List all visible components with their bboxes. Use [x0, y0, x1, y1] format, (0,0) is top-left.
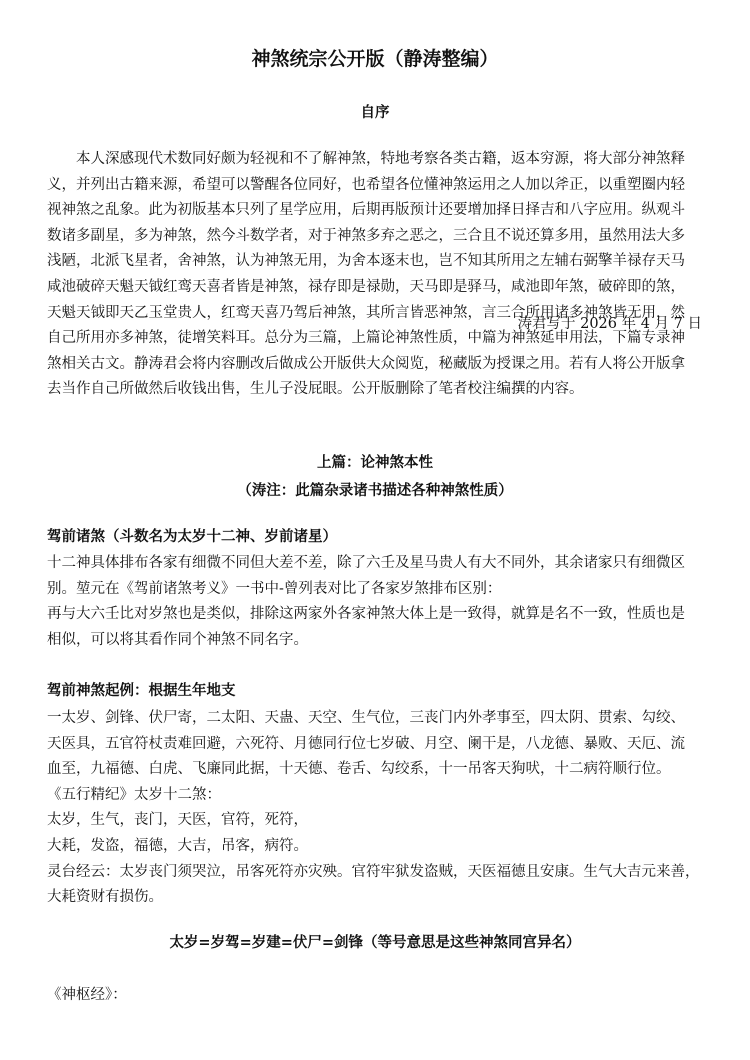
- section1-line: 再与大六壬比对岁煞也是类似，排除这两家外各家神煞大体上是一致得，就算是名不一致，性质也是: [47, 606, 685, 623]
- preface-line: 义，并列出古籍来源，希望可以警醒各位同好，也希望各位懂神煞运用之人加以斧正，以重塑圈内轻: [47, 176, 685, 193]
- preface-line: 天魁天钺即天乙玉堂贵人，红鸾天喜乃驾后神煞，其所言皆恶神煞，言三合所用诸多神煞皆无用，然: [47, 304, 685, 321]
- section2-line: 太岁，生气，丧门，天医，官符，死符，: [47, 812, 308, 829]
- section2-line: 天医具，五官符杖责难回避，六死符、月德同行位七岁破、月空、阑干是，八龙德、暴败、天厄、流: [47, 735, 685, 752]
- section1-heading: 驾前诸煞（斗数名为太岁十二神、岁前诸星）: [47, 529, 337, 545]
- equivalence-note: 太岁=岁驾=岁建=伏尸=剑锋（等号意思是这些神煞同宫异名）: [169, 935, 581, 951]
- preface-line: 去当作自己所做然后收钱出售，生儿子没屁眼。公开版删除了笔者校注编撰的内容。: [47, 381, 584, 398]
- section2-line: 灵台经云：太岁丧门须哭泣，吊客死符亦灾殃。官符牢狱发盗贼，天医福德且安康。生气大吉元来善，: [47, 863, 700, 880]
- section1-line: 相似，可以将其看作同个神煞不同名字。: [47, 631, 308, 648]
- section2-line: 大耗，发盗，福德，大吉，吊客，病符。: [47, 837, 308, 854]
- section2-line: 一太岁、剑锋、伏尸寄，二太阳、天蛊、天空、生气位，三丧门内外孝事至，四太阴、贯索、勾绞、: [47, 710, 685, 726]
- section2-body: [47, 706, 707, 911]
- section1-body: [47, 551, 707, 653]
- part1-note: （涛注：此篇杂录诸书描述各种神煞性质）: [237, 483, 513, 499]
- section2-line: 大耗资财有损伤。: [47, 889, 163, 906]
- preface-line: 自己所用亦多神煞，徒增笑料耳。总分为三篇，上篇论神煞性质，中篇为神煞延申用法，下篇专录神: [47, 330, 685, 347]
- preface-line: 本人深感现代术数同好颇为轻视和不了解神煞，特地考察各类古籍，返本穷源，将大部分神煞释: [76, 151, 685, 167]
- preface-line: 煞相关古文。静涛君会将内容删改后做成公开版供大众阅览，秘藏版为授课之用。若有人将公开版拿: [47, 355, 685, 372]
- preface-heading: 自序: [360, 105, 390, 121]
- section2-line: 血至，九福德、白虎、飞廉同此据，十天德、卷舌、勾绞系，十一吊客天狗吠，十二病符顺行位。: [47, 761, 671, 778]
- section2-heading: 驾前神煞起例：根据生年地支: [47, 683, 236, 699]
- preface-line: 咸池破碎天魁天钺红鸾天喜者皆是神煞，禄存即是禄勋，天马即是驿马，咸池即年煞，破碎即的煞，: [47, 278, 685, 295]
- preface-signature: 涛君写于 2026 年 4 月 7 日: [517, 316, 702, 332]
- section1-line: 十二神具体排布各家有细微不同但大差不差，除了六壬及星马贵人有大不同外，其余诸家只有细微区: [47, 555, 685, 571]
- preface-line: 浅陋，北派飞星者，舍神煞，认为神煞无用，为舍本逐末也，岂不知其所用之左辅右弼擎羊禄存天马: [47, 253, 685, 270]
- part1-heading: 上篇：论神煞本性: [317, 455, 433, 471]
- section1-line: 别。堃元在《驾前诸煞考义》一书中-曾列表对比了各家岁煞排布区别：: [47, 580, 502, 597]
- section2-line: 《五行精纪》太岁十二煞：: [47, 786, 221, 803]
- preface-body: [47, 147, 707, 403]
- preface-line: 视神煞之乱象。此为初版基本只列了星学应用，后期再版预计还要增加择日择吉和八字应用。纵观斗: [47, 202, 685, 219]
- preface-line: 数诸多副星，多为神煞，然今斗数学者，对于神煞多弃之恶之，三合且不说还算多用，虽然用法大多: [47, 227, 685, 244]
- document-title: 神煞统宗公开版（静涛整编）: [251, 48, 499, 70]
- footer-citation: 《神枢经》：: [47, 987, 127, 1003]
